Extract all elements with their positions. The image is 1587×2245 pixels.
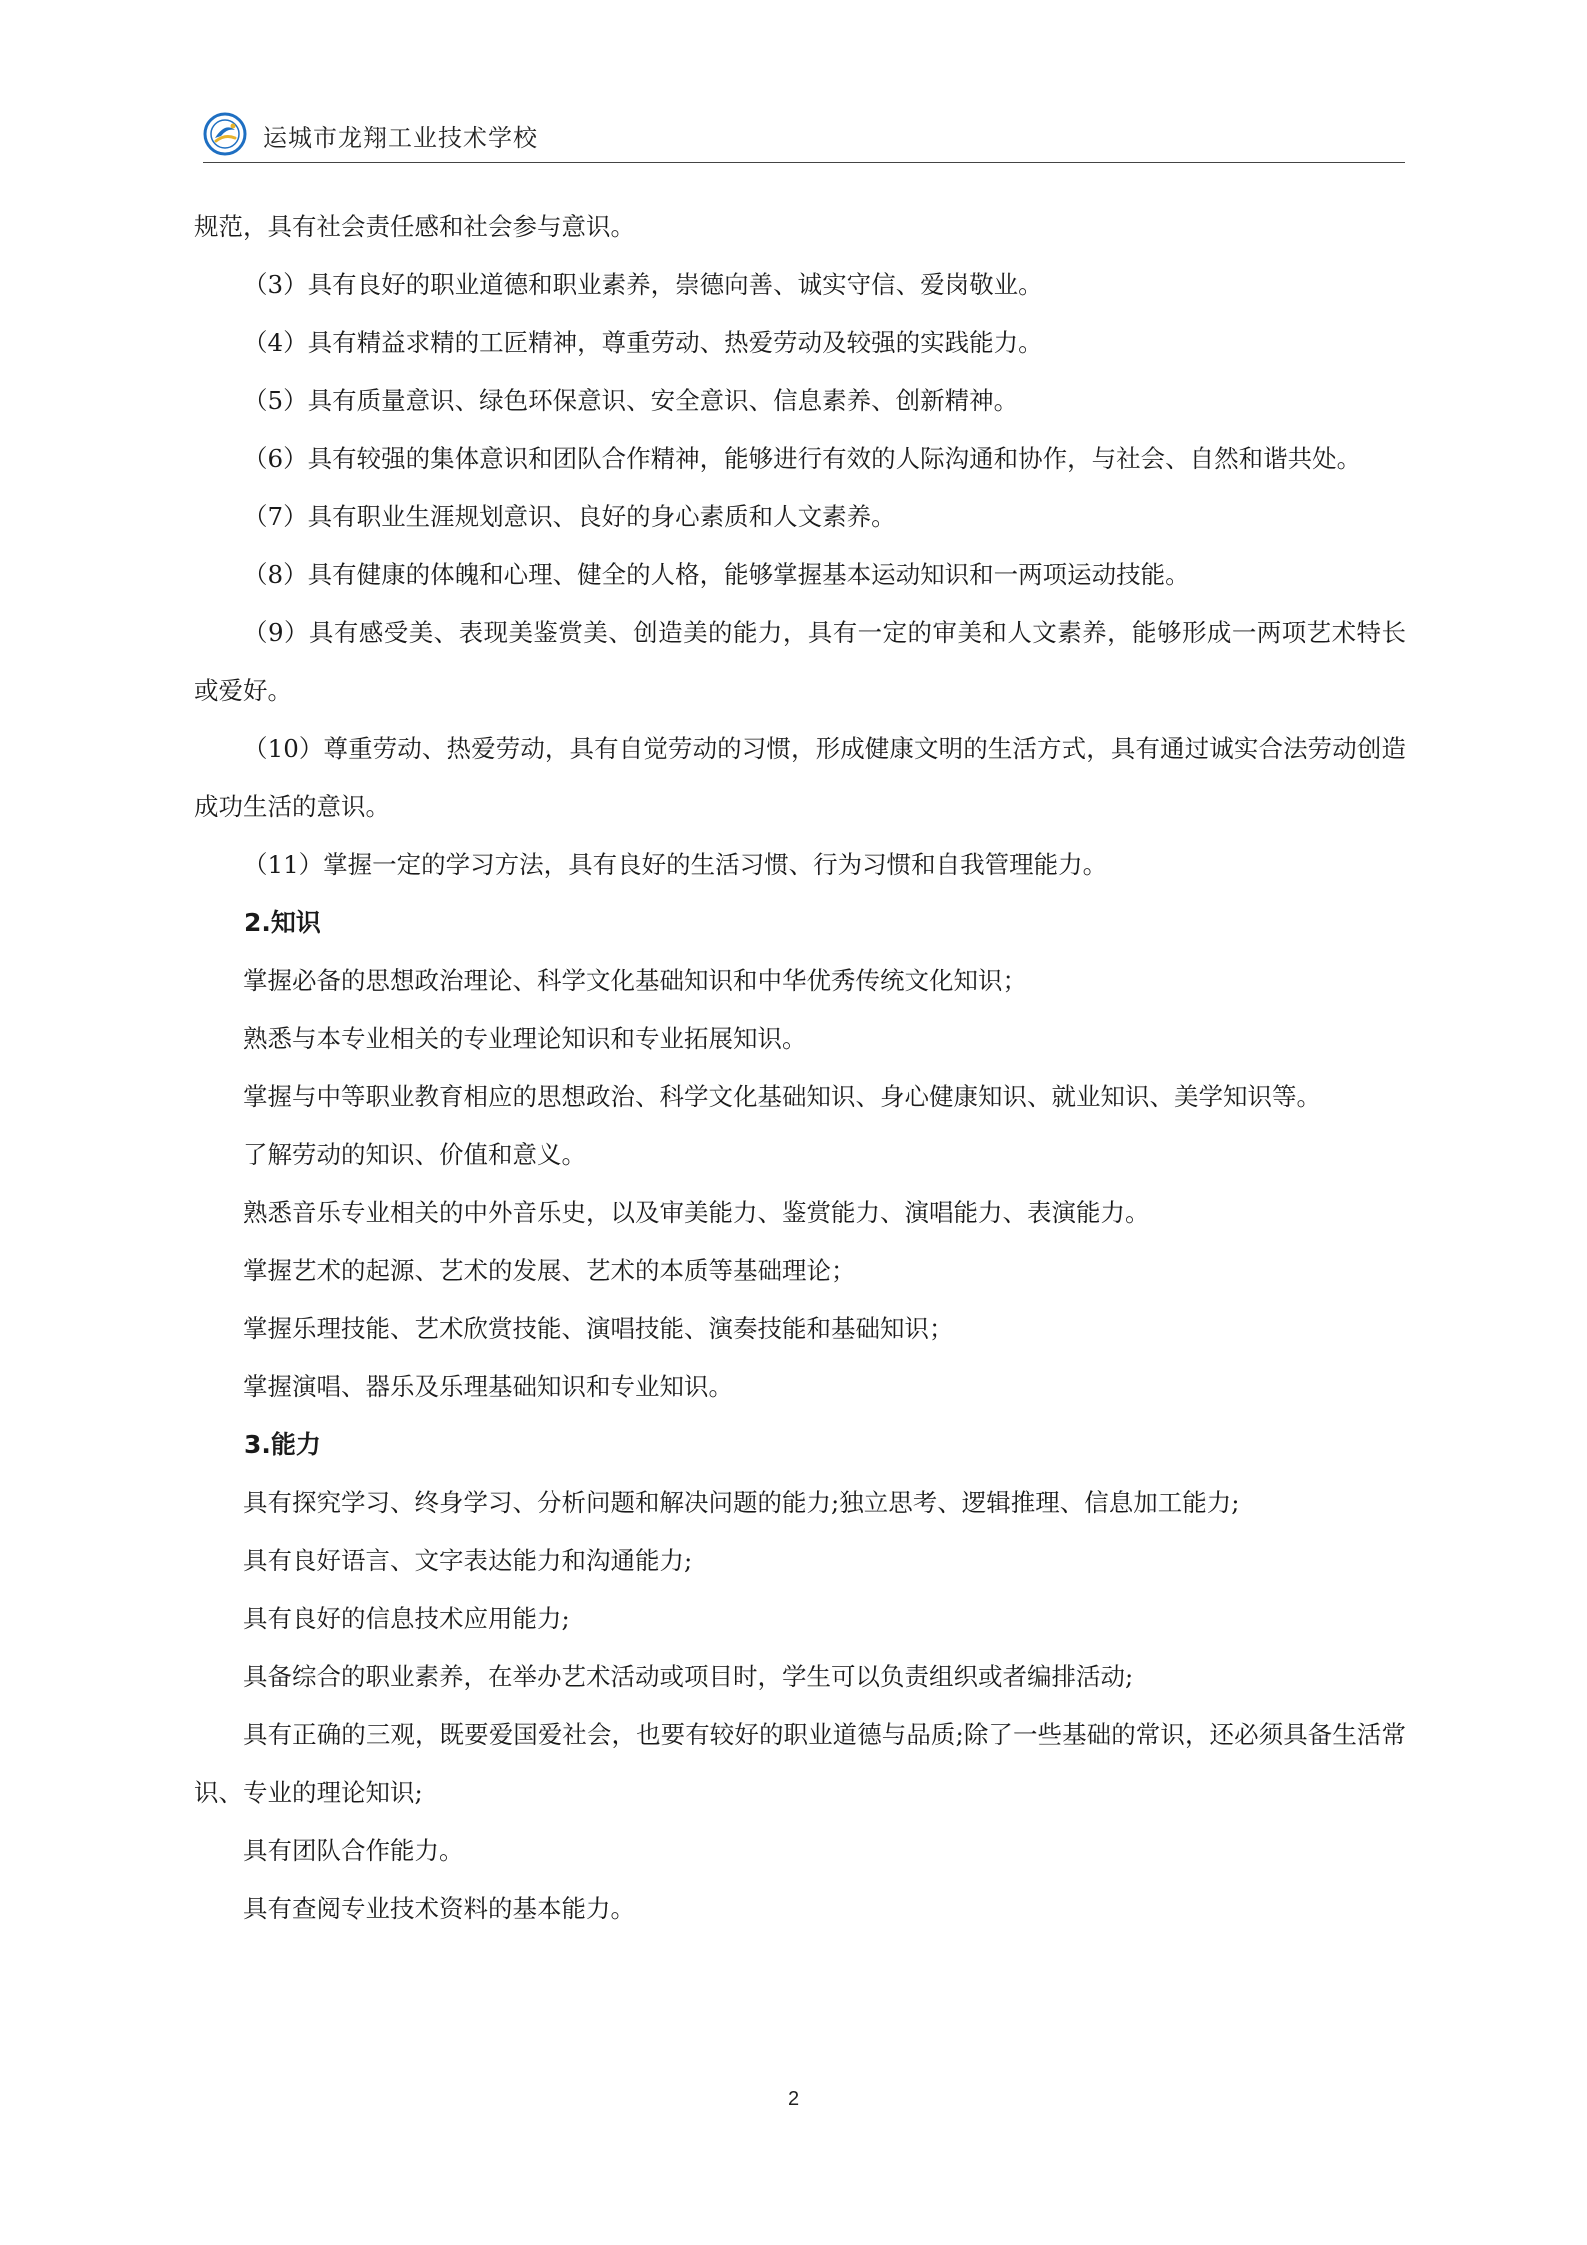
ability-heading: 3.能力 bbox=[244, 1430, 321, 1459]
knowledge-item: 熟悉与本专业相关的专业理论知识和专业拓展知识。 bbox=[243, 1024, 807, 1053]
ability-item: 具有查阅专业技术资料的基本能力。 bbox=[243, 1894, 635, 1923]
ability-item: 具有探究学习、终身学习、分析问题和解决问题的能力;独立思考、逻辑推理、信息加工能力; bbox=[243, 1488, 1240, 1517]
knowledge-item: 熟悉音乐专业相关的中外音乐史，以及审美能力、鉴赏能力、演唱能力、表演能力。 bbox=[243, 1198, 1150, 1227]
knowledge-heading: 2.知识 bbox=[244, 908, 321, 937]
knowledge-item: 掌握演唱、器乐及乐理基础知识和专业知识。 bbox=[243, 1372, 733, 1401]
school-name: 运城市龙翔工业技术学校 bbox=[263, 124, 538, 152]
quality-item-10: （10）尊重劳动、热爱劳动，具有自觉劳动的习惯，形成健康文明的生活方式，具有通过诚实合法劳动创造成功生活的意识。 bbox=[194, 734, 1406, 821]
ability-item: 具有正确的三观，既要爱国爱社会，也要有较好的职业道德与品质;除了一些基础的常识，还必须具备生活常识、专业的理论知识; bbox=[194, 1720, 1406, 1807]
quality-item-11: （11）掌握一定的学习方法，具有良好的生活习惯、行为习惯和自我管理能力。 bbox=[243, 850, 1108, 879]
quality-item-3: （3）具有良好的职业道德和职业素养，崇德向善、诚实守信、爱岗敬业。 bbox=[243, 270, 1043, 299]
intro-continuation: 规范，具有社会责任感和社会参与意识。 bbox=[194, 212, 635, 241]
document-body bbox=[194, 198, 1406, 1938]
knowledge-item: 了解劳动的知识、价值和意义。 bbox=[243, 1140, 586, 1169]
knowledge-item: 掌握与中等职业教育相应的思想政治、科学文化基础知识、身心健康知识、就业知识、美学知识等。 bbox=[243, 1082, 1321, 1111]
ability-item: 具有良好的信息技术应用能力; bbox=[243, 1604, 570, 1633]
quality-item-6: （6）具有较强的集体意识和团队合作精神，能够进行有效的人际沟通和协作，与社会、自然和谐共处。 bbox=[243, 444, 1362, 473]
quality-item-8: （8）具有健康的体魄和心理、健全的人格，能够掌握基本运动知识和一两项运动技能。 bbox=[243, 560, 1190, 589]
page-number: 2 bbox=[787, 2088, 800, 2110]
ability-item: 具有团队合作能力。 bbox=[243, 1836, 464, 1865]
quality-item-4: （4）具有精益求精的工匠精神，尊重劳动、热爱劳动及较强的实践能力。 bbox=[243, 328, 1043, 357]
knowledge-item: 掌握必备的思想政治理论、科学文化基础知识和中华优秀传统文化知识； bbox=[243, 966, 1027, 995]
knowledge-item: 掌握乐理技能、艺术欣赏技能、演唱技能、演奏技能和基础知识； bbox=[243, 1314, 954, 1343]
ability-item: 具有良好语言、文字表达能力和沟通能力; bbox=[243, 1546, 693, 1575]
ability-item: 具备综合的职业素养，在举办艺术活动或项目时，学生可以负责组织或者编排活动; bbox=[243, 1662, 1134, 1691]
quality-item-5: （5）具有质量意识、绿色环保意识、安全意识、信息素养、创新精神。 bbox=[243, 386, 1019, 415]
school-emblem-icon bbox=[203, 112, 247, 156]
page-header bbox=[203, 112, 1405, 163]
quality-item-7: （7）具有职业生涯规划意识、良好的身心素质和人文素养。 bbox=[243, 502, 896, 531]
knowledge-item: 掌握艺术的起源、艺术的发展、艺术的本质等基础理论； bbox=[243, 1256, 856, 1285]
quality-item-9: （9）具有感受美、表现美鉴赏美、创造美的能力，具有一定的审美和人文素养，能够形成一两项艺术特长或爱好。 bbox=[194, 618, 1406, 705]
